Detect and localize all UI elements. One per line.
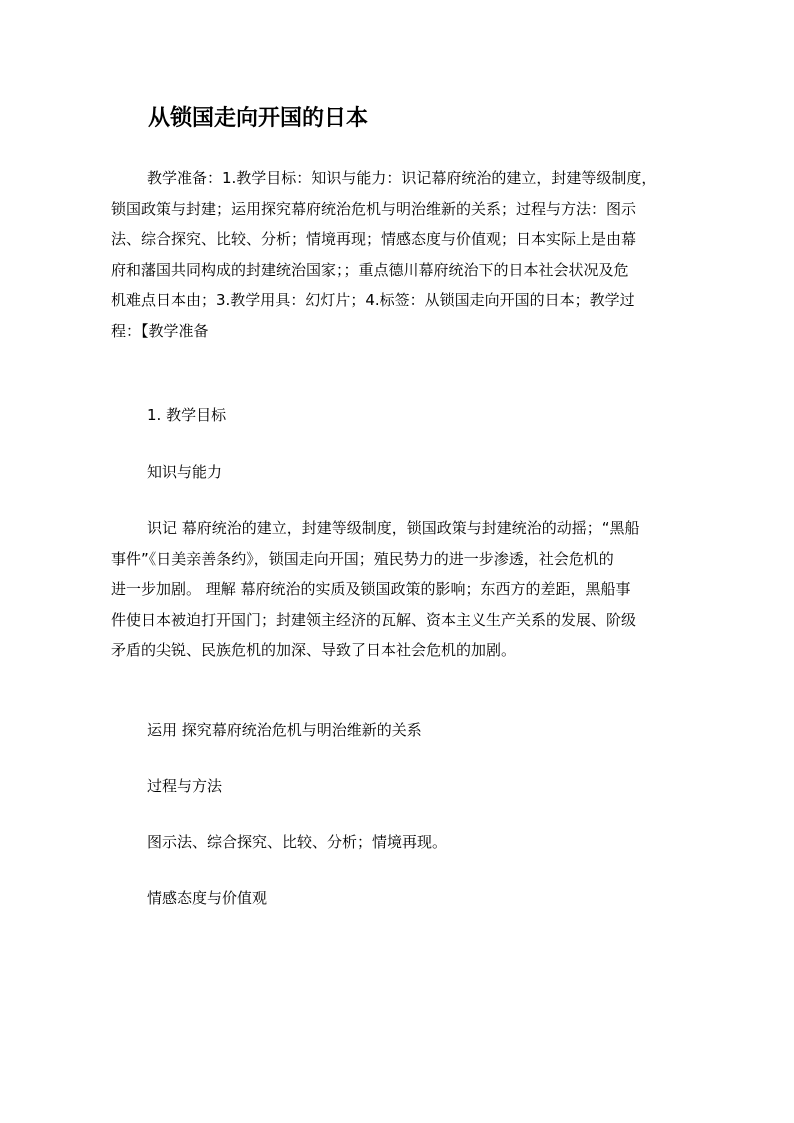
knowledge-line: 进一步加剧。 理解 幕府统治的实质及锁国政策的影响；东西方的差距，黑船事 [111,580,631,598]
intro-line: 府和藩国共同构成的封建统治国家；；重点德川幕府统治下的日本社会状况及危 [111,260,629,279]
document-title: 从锁国走向开国的日本 [148,105,369,131]
process-paragraph: 图示法、综合探究、比较、分析；情境再现。 [147,833,448,851]
subsection-knowledge-ability: 知识与能力 [147,463,223,481]
subsection-emotion-values: 情感态度与价值观 [147,889,268,907]
intro-line: 程：【教学准备 [111,321,209,340]
intro-line: 机难点日本由；3.教学用具：幻灯片；4.标签：从锁国走向开国的日本；教学过 [111,291,635,309]
knowledge-paragraph [111,513,683,666]
subsection-process-method: 过程与方法 [147,777,223,795]
apply-paragraph: 运用 探究幕府统治危机与明治维新的关系 [147,721,422,739]
intro-paragraph [111,163,683,346]
intro-line: 锁国政策与封建；运用探究幕府统治危机与明治维新的关系；过程与方法：图示 [111,199,637,218]
knowledge-line: 矛盾的尖锐、民族危机的加深、导致了日本社会危机的加剧。 [111,641,517,659]
intro-line: 教学准备：1.教学目标：知识与能力：识记幕府统治的建立，封建等级制度， [147,169,657,187]
section-heading-teaching-goals: 1. 教学目标 [147,406,227,424]
intro-line: 法、综合探究、比较、分析；情境再现；情感态度与价值观；日本实际上是由幕 [111,230,637,248]
knowledge-line: 事件”《日美亲善条约》，锁国走向开国；殖民势力的进一步渗透，社会危机的 [111,549,614,568]
knowledge-line: 件使日本被迫打开国门；封建领主经济的瓦解、资本主义生产关系的发展、阶级 [111,610,637,629]
knowledge-line: 识记 幕府统治的建立，封建等级制度，锁国政策与封建统治的动摇；“黑船 [147,519,640,537]
